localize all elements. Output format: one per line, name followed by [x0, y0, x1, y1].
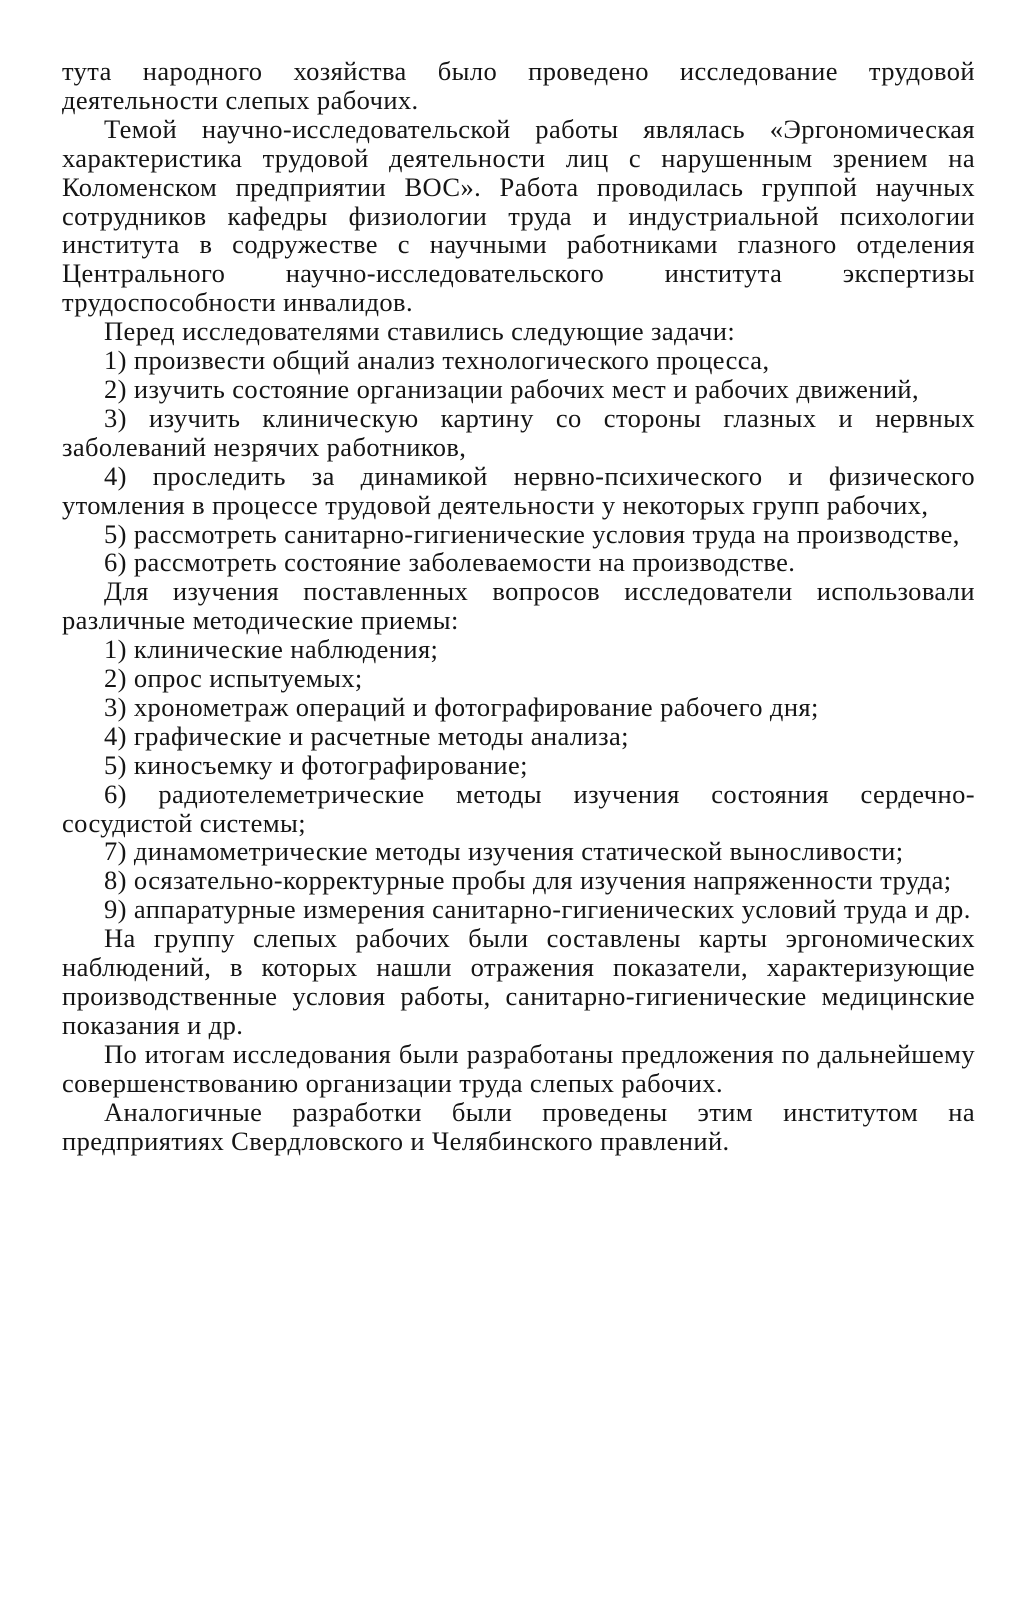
method-item-5: 5) киносъемку и фотографирование;: [104, 749, 528, 780]
paragraph-observation-cards: На группу слепых рабочих были составлены карты эргономических наблюдений, в которых нашли отражения показатели, характеризующие производственные условия работы, санитарно-гигиенические медицинские показания и др.: [62, 923, 975, 1040]
task-item-1: 1) произвести общий анализ технологического процесса,: [104, 345, 770, 376]
task-item-2: 2) изучить состояние организации рабочих мест и рабочих движений,: [104, 373, 920, 404]
method-item-1: 1) клинические наблюдения;: [104, 634, 439, 665]
paragraph-research-topic: Темой научно-исследовательской работы являлась «Эргономическая характеристика трудовой деятельности лиц с нарушенным зрением на Коломенском предприятии ВОС». Работа проводилась группой научных сотрудников кафедры физиологии труда и индустриальной психологии института в содружестве с научными работниками глазного отделения Центрального научно-исследовательского института экспертизы трудоспособности инвалидов.: [62, 113, 975, 318]
task-item-4: 4) проследить за динамикой нервно-психического и физического утомления в процессе трудовой деятельности у некоторых групп рабочих,: [62, 460, 975, 520]
method-item-9: 9) аппаратурные измерения санитарно-гигиенических условий труда и др.: [104, 894, 971, 925]
method-item-8: 8) осязательно-корректурные пробы для изучения напряженности труда;: [104, 865, 952, 896]
paragraph-similar-work: Аналогичные разработки были проведены этим институтом на предприятиях Свердловского и Челябинского правлений.: [62, 1096, 975, 1156]
method-item-7: 7) динамометрические методы изучения статической выносливости;: [104, 836, 904, 867]
paragraph-continuation: тута народного хозяйства было проведено исследование трудовой деятельности слепых рабочих.: [62, 56, 975, 115]
task-item-5: 5) рассмотреть санитарно-гигиенические условия труда на производстве,: [104, 518, 960, 549]
task-item-6: 6) рассмотреть состояние заболеваемости на производстве.: [104, 547, 796, 578]
paragraph-tasks-intro: Перед исследователями ставились следующие задачи:: [104, 316, 736, 347]
paragraph-results: По итогам исследования были разработаны предложения по дальнейшему совершенствованию организации труда слепых рабочих.: [62, 1038, 975, 1098]
method-item-3: 3) хронометраж операций и фотографирование рабочего дня;: [104, 691, 819, 722]
method-item-4: 4) графические и расчетные методы анализа;: [104, 720, 629, 751]
task-item-3: 3) изучить клиническую картину со стороны глазных и нервных заболеваний незрячих работников,: [62, 402, 975, 462]
method-item-6: 6) радиотелеметрические методы изучения состояния сердечно-сосудистой системы;: [62, 778, 975, 838]
paragraph-methods-intro: Для изучения поставленных вопросов исследователи использовали различные методические приемы:: [62, 576, 975, 636]
method-item-2: 2) опрос испытуемых;: [104, 663, 363, 694]
